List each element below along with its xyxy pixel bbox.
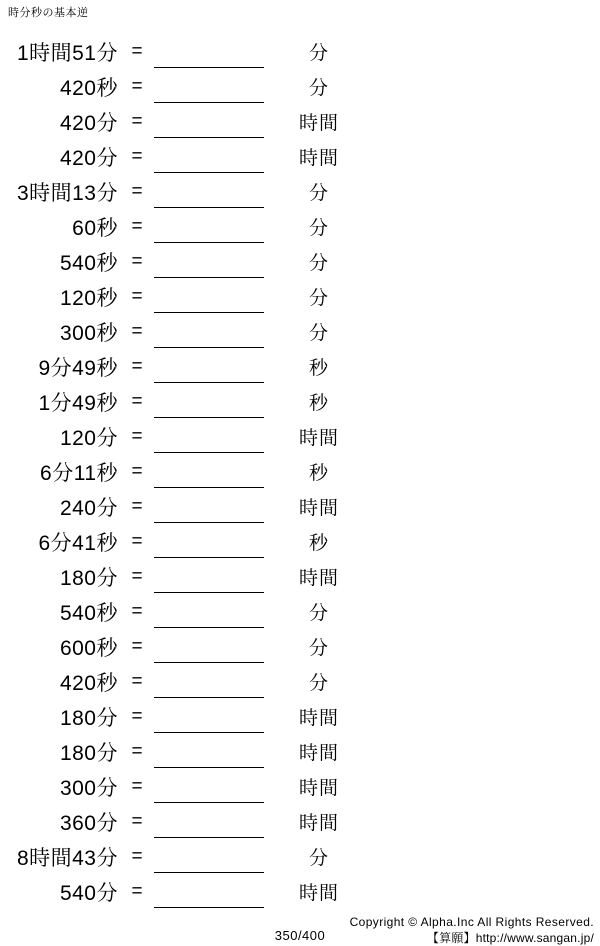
answer-unit: 時間 bbox=[298, 568, 339, 589]
equals-sign: = bbox=[131, 40, 143, 62]
problem-question: 1分49秒 bbox=[38, 391, 118, 415]
problem-question: 3時間13分 bbox=[16, 181, 118, 205]
equals-sign: = bbox=[131, 285, 143, 307]
answer-unit: 分 bbox=[308, 183, 329, 204]
answer-unit: 秒 bbox=[308, 463, 329, 484]
equals-sign: = bbox=[131, 75, 143, 97]
problem-question: 300分 bbox=[59, 776, 118, 800]
problem-question: 240分 bbox=[59, 496, 118, 520]
answer-unit: 時間 bbox=[298, 883, 339, 904]
problem-question: 180分 bbox=[59, 706, 118, 730]
equals-sign: = bbox=[131, 670, 143, 692]
problem-question: 60秒 bbox=[72, 216, 118, 240]
equals-sign: = bbox=[131, 460, 143, 482]
problem-row bbox=[0, 209, 600, 244]
problem-row bbox=[0, 594, 600, 629]
problem-row bbox=[0, 839, 600, 874]
footer bbox=[350, 914, 594, 946]
answer-unit: 時間 bbox=[298, 428, 339, 449]
problem-row bbox=[0, 279, 600, 314]
problem-row bbox=[0, 349, 600, 384]
answer-blank[interactable] bbox=[154, 529, 264, 558]
answer-blank[interactable] bbox=[154, 704, 264, 733]
page-number: 350/400 bbox=[274, 928, 326, 943]
equals-sign: = bbox=[131, 180, 143, 202]
problem-question: 600秒 bbox=[59, 636, 118, 660]
answer-blank[interactable] bbox=[154, 774, 264, 803]
problem-row bbox=[0, 69, 600, 104]
problem-row bbox=[0, 244, 600, 279]
problem-row bbox=[0, 139, 600, 174]
problem-question: 180分 bbox=[59, 566, 118, 590]
equals-sign: = bbox=[131, 110, 143, 132]
problem-question: 420分 bbox=[59, 111, 118, 135]
answer-unit: 秒 bbox=[308, 393, 329, 414]
problem-question: 120秒 bbox=[59, 286, 118, 310]
answer-blank[interactable] bbox=[154, 669, 264, 698]
answer-blank[interactable] bbox=[154, 599, 264, 628]
answer-unit: 時間 bbox=[298, 743, 339, 764]
answer-unit: 秒 bbox=[308, 533, 329, 554]
problem-row bbox=[0, 699, 600, 734]
problem-row bbox=[0, 419, 600, 454]
answer-blank[interactable] bbox=[154, 319, 264, 348]
equals-sign: = bbox=[131, 355, 143, 377]
equals-sign: = bbox=[131, 390, 143, 412]
answer-blank[interactable] bbox=[154, 424, 264, 453]
equals-sign: = bbox=[131, 565, 143, 587]
answer-blank[interactable] bbox=[154, 564, 264, 593]
problem-question: 540秒 bbox=[59, 251, 118, 275]
problem-row bbox=[0, 524, 600, 559]
answer-blank[interactable] bbox=[154, 879, 264, 908]
answer-blank[interactable] bbox=[154, 39, 264, 68]
equals-sign: = bbox=[131, 600, 143, 622]
answer-unit: 分 bbox=[308, 603, 329, 624]
equals-sign: = bbox=[131, 845, 143, 867]
problem-row bbox=[0, 664, 600, 699]
answer-blank[interactable] bbox=[154, 74, 264, 103]
answer-unit: 分 bbox=[308, 253, 329, 274]
answer-blank[interactable] bbox=[154, 284, 264, 313]
answer-unit: 時間 bbox=[298, 113, 339, 134]
problem-question: 180分 bbox=[59, 741, 118, 765]
answer-blank[interactable] bbox=[154, 634, 264, 663]
problem-row bbox=[0, 34, 600, 69]
answer-unit: 分 bbox=[308, 638, 329, 659]
answer-blank[interactable] bbox=[154, 249, 264, 278]
problem-question: 540秒 bbox=[59, 601, 118, 625]
equals-sign: = bbox=[131, 425, 143, 447]
problem-row bbox=[0, 104, 600, 139]
problem-row bbox=[0, 384, 600, 419]
problem-row bbox=[0, 454, 600, 489]
equals-sign: = bbox=[131, 320, 143, 342]
problem-row bbox=[0, 314, 600, 349]
problem-row bbox=[0, 629, 600, 664]
answer-blank[interactable] bbox=[154, 109, 264, 138]
problem-question: 360分 bbox=[59, 811, 118, 835]
problem-question: 420秒 bbox=[59, 671, 118, 695]
problem-question: 6分41秒 bbox=[38, 531, 118, 555]
problem-row bbox=[0, 489, 600, 524]
answer-unit: 分 bbox=[308, 323, 329, 344]
problem-row bbox=[0, 804, 600, 839]
answer-blank[interactable] bbox=[154, 144, 264, 173]
equals-sign: = bbox=[131, 810, 143, 832]
equals-sign: = bbox=[131, 250, 143, 272]
answer-unit: 分 bbox=[308, 288, 329, 309]
problem-row bbox=[0, 174, 600, 209]
equals-sign: = bbox=[131, 705, 143, 727]
problem-row bbox=[0, 769, 600, 804]
answer-unit: 分 bbox=[308, 218, 329, 239]
answer-blank[interactable] bbox=[154, 179, 264, 208]
problem-question: 8時間43分 bbox=[16, 846, 118, 870]
problem-question: 300秒 bbox=[59, 321, 118, 345]
answer-unit: 時間 bbox=[298, 148, 339, 169]
answer-blank[interactable] bbox=[154, 494, 264, 523]
answer-unit: 時間 bbox=[298, 708, 339, 729]
answer-unit: 分 bbox=[308, 43, 329, 64]
problem-question: 9分49秒 bbox=[38, 356, 118, 380]
answer-blank[interactable] bbox=[154, 739, 264, 768]
answer-blank[interactable] bbox=[154, 809, 264, 838]
equals-sign: = bbox=[131, 145, 143, 167]
equals-sign: = bbox=[131, 635, 143, 657]
equals-sign: = bbox=[131, 775, 143, 797]
problem-question: 6分11秒 bbox=[40, 461, 118, 485]
equals-sign: = bbox=[131, 880, 143, 902]
answer-unit: 秒 bbox=[308, 358, 329, 379]
answer-unit: 時間 bbox=[298, 813, 339, 834]
problem-row bbox=[0, 734, 600, 769]
equals-sign: = bbox=[131, 740, 143, 762]
problem-question: 540分 bbox=[59, 881, 118, 905]
problem-row bbox=[0, 874, 600, 909]
site-url: 【算願】http://www.sangan.jp/ bbox=[426, 931, 594, 945]
page-title: 時分秒の基本逆 bbox=[8, 7, 89, 19]
answer-blank[interactable] bbox=[154, 844, 264, 873]
equals-sign: = bbox=[131, 530, 143, 552]
equals-sign: = bbox=[131, 215, 143, 237]
answer-unit: 時間 bbox=[298, 498, 339, 519]
answer-unit: 時間 bbox=[298, 778, 339, 799]
problem-question: 120分 bbox=[59, 426, 118, 450]
problem-list bbox=[0, 34, 600, 909]
answer-unit: 分 bbox=[308, 78, 329, 99]
answer-blank[interactable] bbox=[154, 354, 264, 383]
answer-unit: 分 bbox=[308, 848, 329, 869]
problem-question: 1時間51分 bbox=[16, 41, 118, 65]
copyright-text: Copyright © Alpha.Inc All Rights Reserved. bbox=[349, 915, 594, 929]
equals-sign: = bbox=[131, 495, 143, 517]
answer-blank[interactable] bbox=[154, 389, 264, 418]
problem-question: 420分 bbox=[59, 146, 118, 170]
problem-row bbox=[0, 559, 600, 594]
answer-blank[interactable] bbox=[154, 459, 264, 488]
problem-question: 420秒 bbox=[59, 76, 118, 100]
answer-blank[interactable] bbox=[154, 214, 264, 243]
answer-unit: 分 bbox=[308, 673, 329, 694]
